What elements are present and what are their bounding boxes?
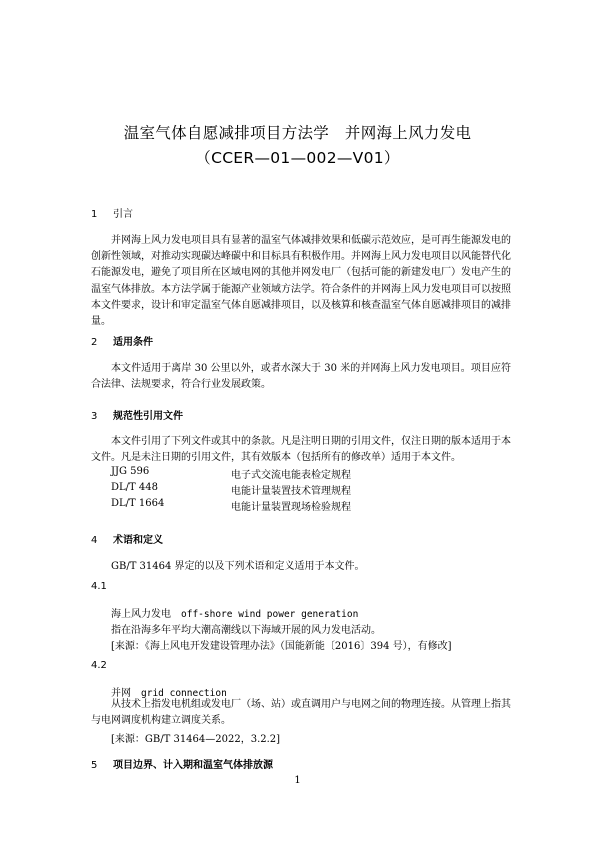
section-4-paragraph: GB/T 31464 界定的以及下列术语和定义适用于本文件。 [111,561,365,572]
section-title: 适用条件 [113,337,153,348]
ref-name: 电能计量装置现场检验规程 [231,502,351,513]
term-4-1 [111,605,358,620]
section-2-paragraph: 本文件适用于离岸 30 公里以外，或者水深大于 30 米的并网海上风力发电项目。项目应符合法律、法规要求，符合行业发展政策。 [91,363,511,391]
section-3-paragraph: 本文件引用了下列文件或其中的条款。凡是注明日期的引用文件，仅注日期的版本适用于本文件。凡是未注日期的引用文件，其有效版本（包括所有的修改单）适用于本文件。 [91,436,511,464]
section-4-heading [91,531,163,546]
section-title: 项目边界、计入期和温室气体排放源 [113,760,273,771]
section-title: 引言 [113,209,133,220]
section-3-heading [91,407,183,422]
ref-name: 电能计量装置技术管理规程 [231,486,351,497]
section-title: 术语和定义 [113,535,163,546]
term-en: grid connection [141,688,227,699]
section-title: 规范性引用文件 [113,411,183,422]
ref-code: DL/T 1664 [111,498,165,509]
section-number: 2 [91,337,98,348]
section-2-heading [91,333,153,348]
document-code: （CCER—01—002—V01） [195,149,400,167]
term-definition: 从技术上指发电机组或发电厂（场、站）或直调用户与电网之间的物理连接。从管理上指其与电网调度机构建立调度关系。 [91,699,511,727]
section-1-paragraph: 并网海上风力发电项目具有显著的温室气体减排效果和低碳示范效应，是可再生能源发电的创新性领域，对推动实现碳达峰碳中和目标具有积极作用。并网海上风力发电项目以风能替代化石能源发电，避免了项目所在区域电网的其他并网发电厂（包括可能的新建发电厂）发电产生的温室气体排放。本方法学属于能源产业领域方法学。符合条件的并网海上风力发电项目可以按照本文件要求，设计和审定温室气体自愿减排项目，以及核算和核查温室气体自愿减排项目的减排量。 [91,235,511,328]
term-en: off-shore wind power generation [181,609,359,620]
page-number: 1 [294,775,301,786]
term-cn: 并网 [111,688,131,699]
ref-code: JJG 596 [111,466,150,477]
term-definition: 指在沿海多年平均大潮高潮线以下海域开展的风力发电活动。 [111,625,381,636]
subsection-4-2-number: 4.2 [91,660,107,671]
section-1-heading [91,205,133,220]
section-number: 4 [91,535,98,546]
term-source: [来源：《海上风电开发建设管理办法》（国能新能〔2016〕394 号），有修改] [111,641,452,652]
term-source: [来源：GB/T 31464—2022，3.2.2] [111,734,281,745]
document-title: 温室气体自愿减排项目方法学 并网海上风力发电 [123,124,472,142]
ref-name: 电子式交流电能表检定规程 [231,470,351,481]
section-number: 1 [91,209,98,220]
section-number: 5 [91,760,98,771]
term-cn: 海上风力发电 [111,609,171,620]
section-5-heading [91,756,273,771]
subsection-4-1-number: 4.1 [91,581,107,592]
ref-code: DL/T 448 [111,482,158,493]
section-number: 3 [91,411,98,422]
